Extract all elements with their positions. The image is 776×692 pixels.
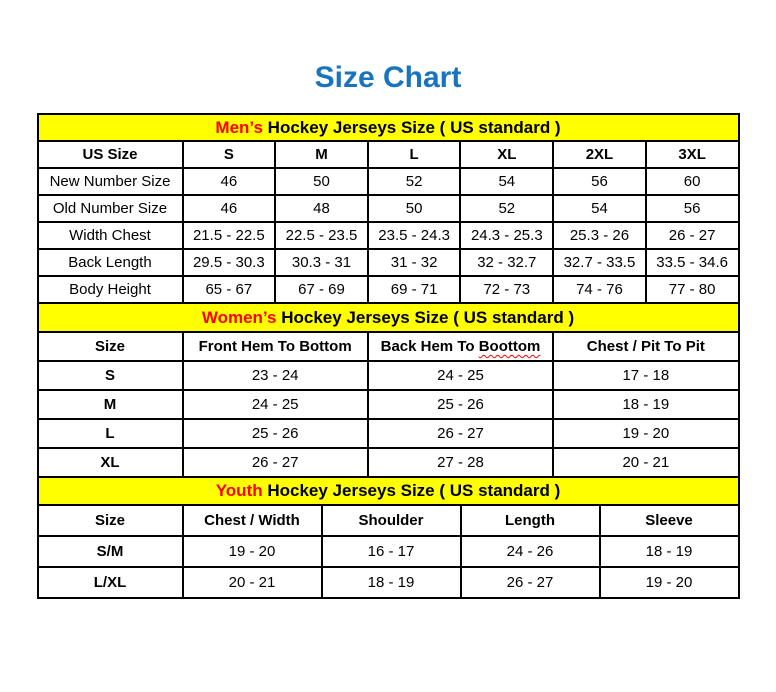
row-label: L [38,419,183,448]
size-value: 26 - 27 [646,222,739,249]
size-value: 18 - 19 [322,567,461,598]
row-label: L/XL [38,567,183,598]
size-value: 30.3 - 31 [275,249,368,276]
womens-section-band [38,303,739,332]
size-value: 32.7 - 33.5 [553,249,646,276]
column-header: Chest / Pit To Pit [553,332,738,361]
size-value: 50 [368,195,461,222]
column-header: US Size [38,141,183,168]
row-label: S [38,361,183,390]
section-band-row [38,303,739,332]
youth-section-band [38,477,739,505]
column-header: Front Hem To Bottom [183,332,368,361]
column-header: Size [38,332,183,361]
size-value: 20 - 21 [553,448,738,477]
size-value: 31 - 32 [368,249,461,276]
size-value: 16 - 17 [322,536,461,567]
row-label: Old Number Size [38,195,183,222]
size-value: 24 - 25 [368,361,553,390]
size-value: 26 - 27 [461,567,600,598]
row-label: Back Length [38,249,183,276]
size-value: 19 - 20 [553,419,738,448]
size-value: 22.5 - 23.5 [275,222,368,249]
size-value: 29.5 - 30.3 [183,249,276,276]
mens-size-table [37,113,740,304]
table-row [38,361,739,390]
size-value: 25 - 26 [183,419,368,448]
size-value: 23 - 24 [183,361,368,390]
table-row [38,536,739,567]
column-header-row [38,141,739,168]
size-value: 54 [460,168,553,195]
column-header: Back Hem To Boottom [368,332,553,361]
size-value: 21.5 - 22.5 [183,222,276,249]
size-value: 56 [553,168,646,195]
size-value: 60 [646,168,739,195]
size-value: 33.5 - 34.6 [646,249,739,276]
size-value: 50 [275,168,368,195]
size-value: 20 - 21 [183,567,322,598]
size-value: 23.5 - 24.3 [368,222,461,249]
size-value: 46 [183,195,276,222]
table-row [38,419,739,448]
row-label: M [38,390,183,419]
band-text: Hockey Jerseys Size ( US standard ) [262,117,561,137]
size-value: 52 [460,195,553,222]
table-row [38,222,739,249]
size-value: 54 [553,195,646,222]
column-header-row [38,505,739,536]
size-value: 19 - 20 [600,567,739,598]
row-label: Width Chest [38,222,183,249]
size-value: 56 [646,195,739,222]
size-value: 19 - 20 [183,536,322,567]
misspelled-word: Boottom [478,338,541,355]
table-row [38,249,739,276]
table-row [38,195,739,222]
size-value: 77 - 80 [646,276,739,303]
size-value: 32 - 32.7 [460,249,553,276]
band-accent-label: Women’s [201,307,277,327]
size-value: 18 - 19 [553,390,738,419]
size-value: 17 - 18 [553,361,738,390]
size-value: 24 - 26 [461,536,600,567]
section-band-row [38,477,739,505]
table-row [38,168,739,195]
size-value: 69 - 71 [368,276,461,303]
table-row [38,390,739,419]
page-title: Size Chart [314,61,462,94]
size-value: 52 [368,168,461,195]
column-header: Chest / Width [183,505,322,536]
band-accent-label: Youth [215,481,263,500]
column-header: 3XL [646,141,739,168]
row-label: XL [38,448,183,477]
size-value: 18 - 19 [600,536,739,567]
column-header: M [275,141,368,168]
size-value: 26 - 27 [368,419,553,448]
size-value: 24.3 - 25.3 [460,222,553,249]
column-header: Size [38,505,183,536]
size-value: 27 - 28 [368,448,553,477]
band-text: Hockey Jerseys Size ( US standard ) [276,307,575,327]
row-label: S/M [38,536,183,567]
column-header: Shoulder [322,505,461,536]
band-accent-label: Men’s [215,117,263,137]
table-row [38,567,739,598]
size-value: 25 - 26 [368,390,553,419]
size-value: 48 [275,195,368,222]
size-value: 65 - 67 [183,276,276,303]
size-value: 24 - 25 [183,390,368,419]
column-header: Length [461,505,600,536]
size-value: 25.3 - 26 [553,222,646,249]
section-band-row [38,114,739,141]
row-label: Body Height [38,276,183,303]
size-chart-container [37,113,740,599]
column-header: S [183,141,276,168]
column-header-row [38,332,739,361]
row-label: New Number Size [38,168,183,195]
column-header: Sleeve [600,505,739,536]
size-value: 26 - 27 [183,448,368,477]
womens-size-table [37,302,740,478]
table-row [38,276,739,303]
mens-section-band [38,114,739,141]
column-header: XL [460,141,553,168]
column-header: 2XL [553,141,646,168]
size-value: 67 - 69 [275,276,368,303]
youth-size-table [37,476,740,599]
column-header: L [368,141,461,168]
size-value: 46 [183,168,276,195]
band-text: Hockey Jerseys Size ( US standard ) [262,481,561,500]
table-row [38,448,739,477]
size-value: 74 - 76 [553,276,646,303]
size-value: 72 - 73 [460,276,553,303]
